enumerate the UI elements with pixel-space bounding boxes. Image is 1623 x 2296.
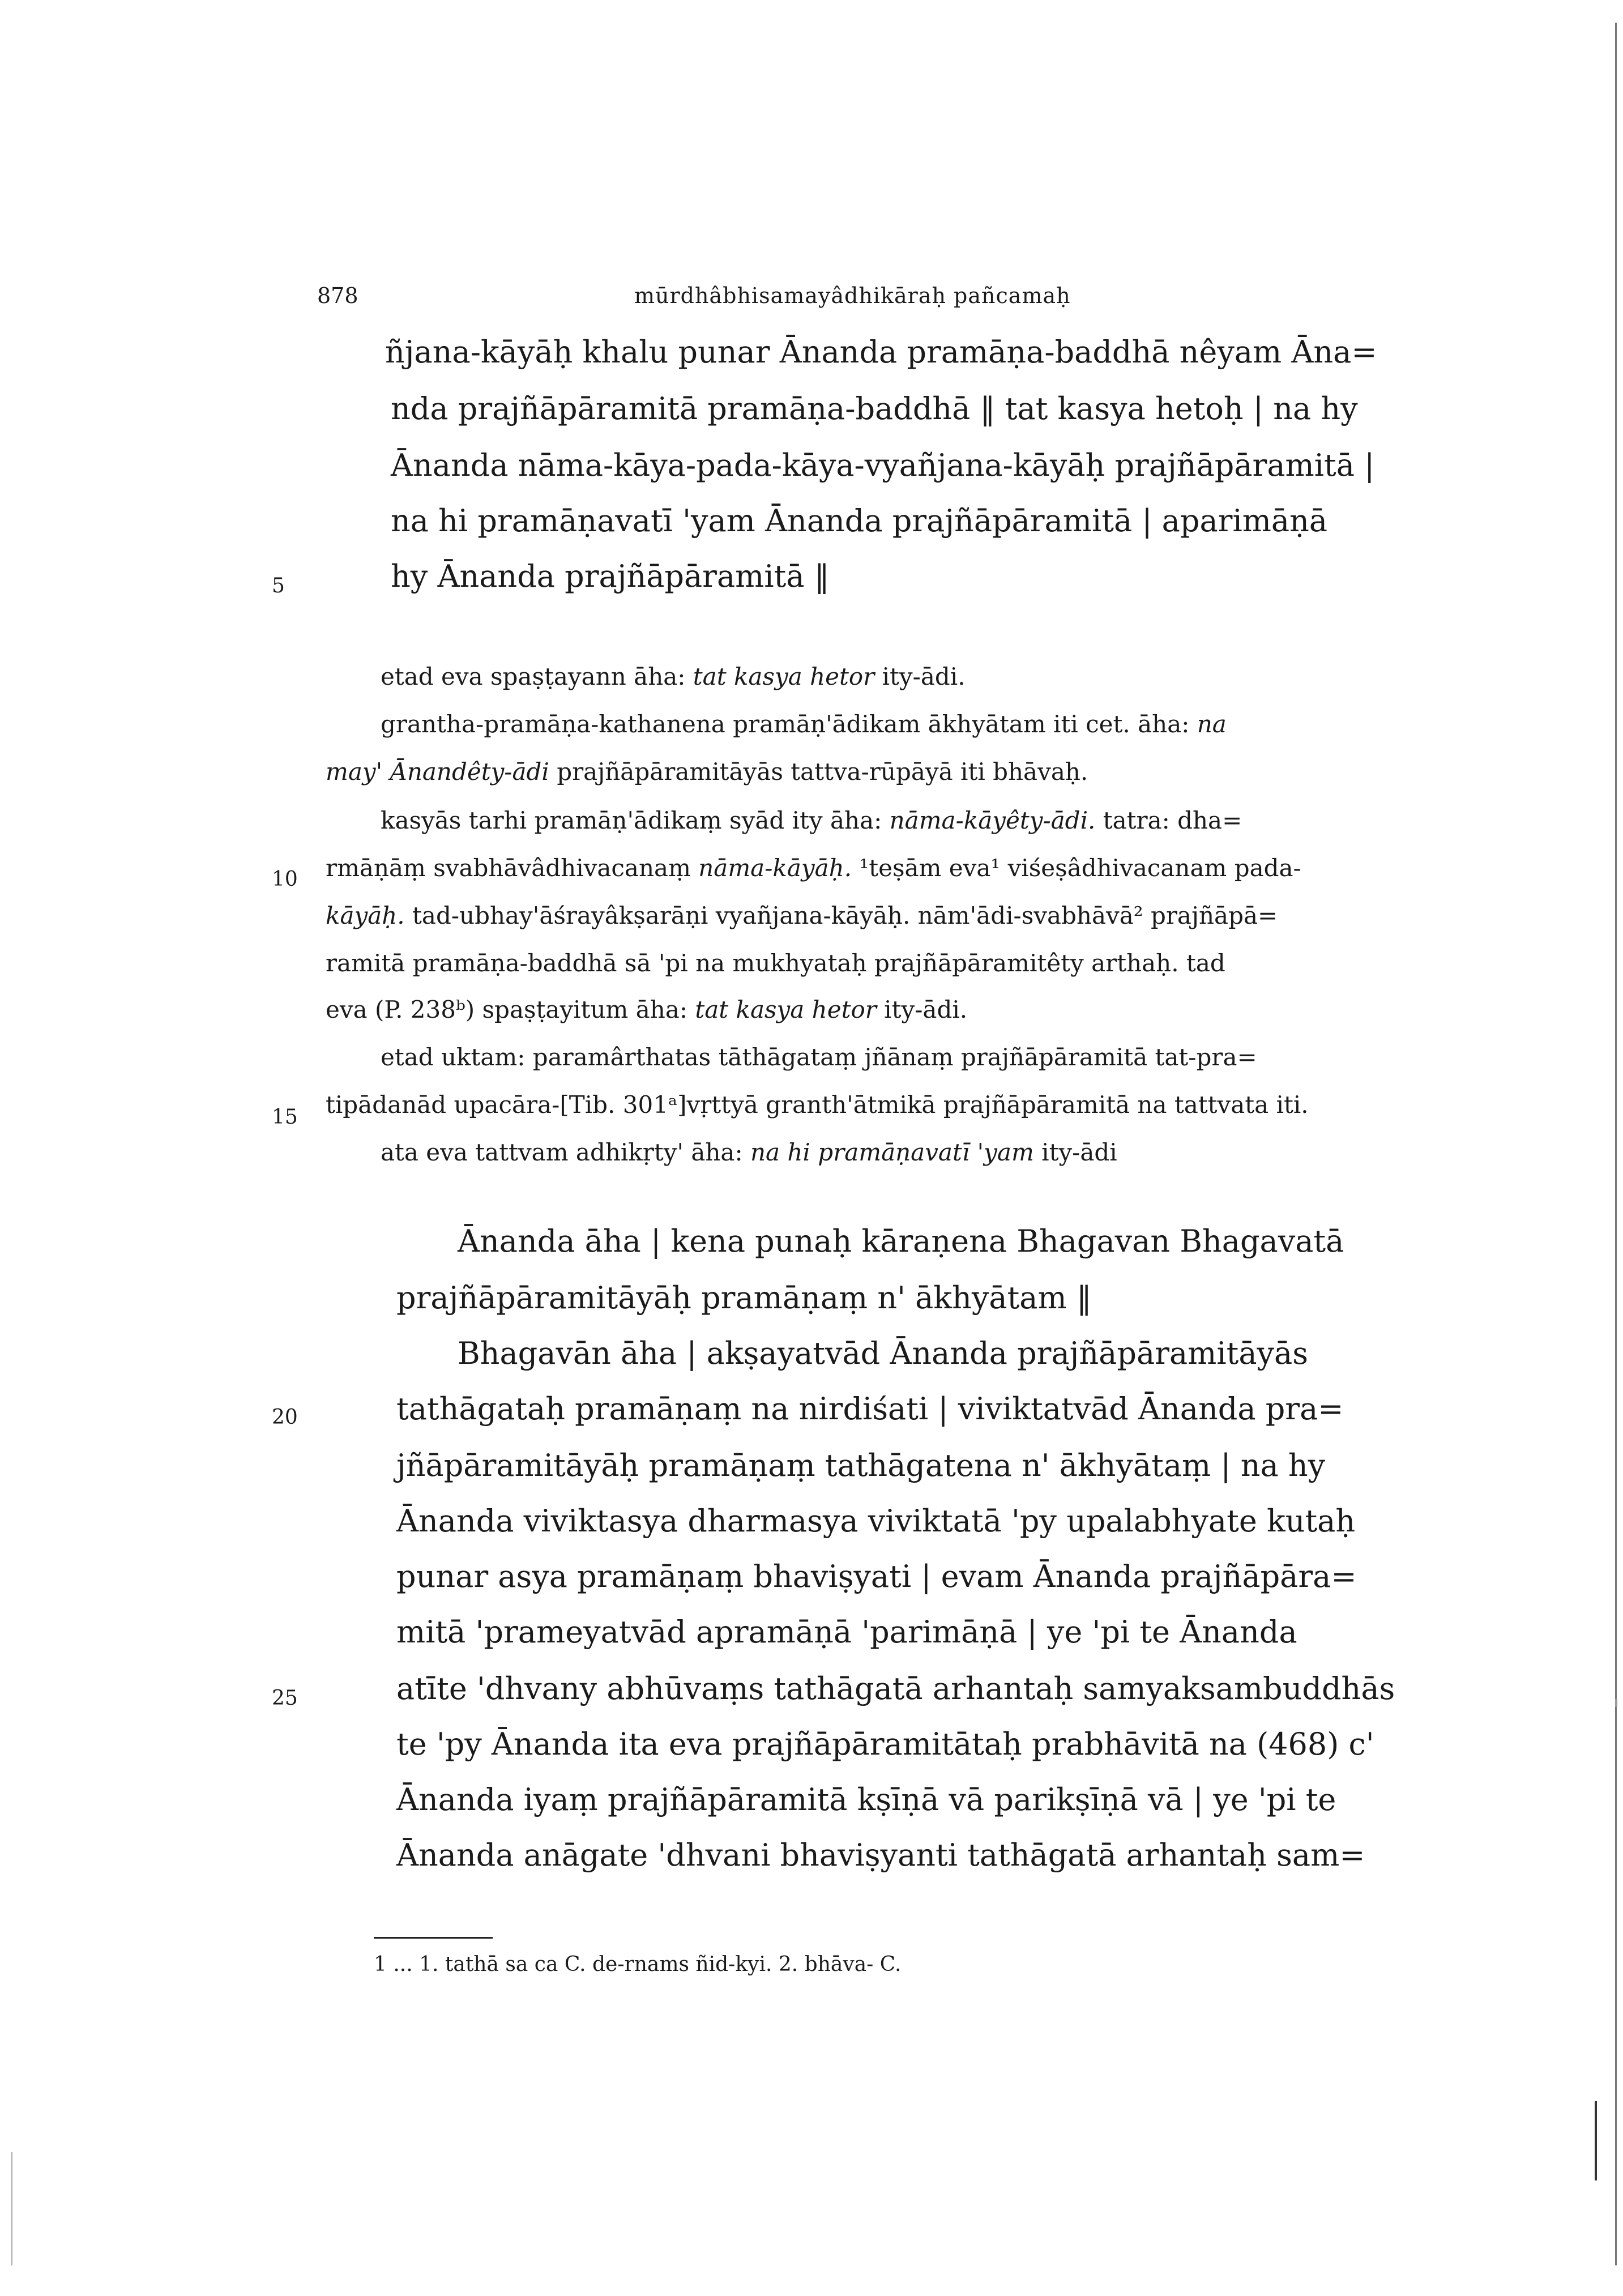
line-number: 25 xyxy=(272,1687,298,1710)
root-line: te 'py Ānanda ita eva prajñāpāramitātaḥ prabhāvitā na (468) c' xyxy=(396,1726,1374,1762)
page-header xyxy=(317,283,1410,317)
commentary-line: ata eva tattvam adhikṛty' āha: na hi pramāṇavatī 'yam ity-ādi xyxy=(381,1138,1117,1166)
root-line: tathāgataḥ pramāṇaṃ na nirdiśati | viviktatvād Ānanda pra= xyxy=(396,1391,1344,1427)
root-line: jñāpāramitāyāḥ pramāṇaṃ tathāgatena n' ākhyātaṃ | na hy xyxy=(396,1448,1326,1483)
root-line: Ānanda nāma-kāya-pada-kāya-vyañjana-kāyāḥ prajñāpāramitā | xyxy=(391,447,1375,483)
root-line: Ānanda iyaṃ prajñāpāramitā kṣīṇā vā parikṣīṇā vā | ye 'pi te xyxy=(396,1782,1336,1817)
root-line: na hi pramāṇavatī 'yam Ānanda prajñāpāramitā | aparimāṇā xyxy=(391,503,1328,539)
line-number: 15 xyxy=(272,1106,298,1129)
root-line: nda prajñāpāramitā pramāṇa-baddhā ‖ tat kasya hetoḥ | na hy xyxy=(391,391,1358,426)
commentary-line: tipādanād upacāra-[Tib. 301ᵃ]vṛttyā granth'ātmikā prajñāpāramitā na tattvata iti. xyxy=(326,1091,1309,1119)
root-line: hy Ānanda prajñāpāramitā ‖ xyxy=(391,558,830,594)
scan-mark xyxy=(1595,2101,1597,2180)
commentary-line: etad eva spaṣṭayann āha: tat kasya hetor ity-ādi. xyxy=(381,663,966,690)
root-line: Ānanda viviktasya dharmasya viviktatā 'py upalabhyate kutaḥ xyxy=(396,1503,1356,1539)
root-line: Bhagavān āha | akṣayatvād Ānanda prajñāpāramitāyās xyxy=(458,1335,1308,1371)
scan-mark xyxy=(11,2152,12,2265)
scan-speck xyxy=(1615,1699,1617,1707)
commentary-line: ramitā pramāṇa-baddhā sā 'pi na mukhyataḥ prajñāpāramitêty arthaḥ. tad xyxy=(326,949,1225,977)
commentary-line: kasyās tarhi pramāṇ'ādikaṃ syād ity āha: nāma-kāyêty-ādi. tatra: dha= xyxy=(381,806,1242,834)
footnote-rule xyxy=(374,1937,493,1939)
root-line: ñjana-kāyāḥ khalu punar Ānanda pramāṇa-baddhā nêyam Āna= xyxy=(385,334,1377,370)
line-number: 10 xyxy=(272,868,298,891)
commentary-line: may' Ānandêty-ādi prajñāpāramitāyās tattva-rūpāyā iti bhāvaḥ. xyxy=(326,758,1088,786)
scan-edge-line xyxy=(1615,23,1617,2265)
line-number: 5 xyxy=(272,574,285,598)
root-line: mitā 'prameyatvād apramāṇā 'parimāṇā | ye 'pi te Ānanda xyxy=(396,1614,1297,1650)
commentary-line: eva (P. 238ᵇ) spaṣṭayitum āha: tat kasya hetor ity-ādi. xyxy=(326,996,968,1023)
page-number: 878 xyxy=(317,283,358,308)
root-line: prajñāpāramitāyāḥ pramāṇaṃ n' ākhyātam ‖ xyxy=(396,1280,1092,1316)
root-line: Ānanda āha | kena punaḥ kāraṇena Bhagavan Bhagavatā xyxy=(458,1223,1344,1259)
commentary-line: etad uktam: paramârthatas tāthāgataṃ jñānaṃ prajñāpāramitā tat-pra= xyxy=(381,1043,1257,1071)
running-title: mūrdhâbhisamayâdhikāraḥ pañcamaḥ xyxy=(634,283,1071,308)
commentary-line: grantha-pramāṇa-kathanena pramāṇ'ādikam ākhyātam iti cet. āha: na xyxy=(381,710,1227,738)
footnote: 1 ... 1. tathā sa ca C. de-rnams ñid-kyi. 2. bhāva- C. xyxy=(374,1953,902,1976)
commentary-line: rmāṇāṃ svabhāvâdhivacanaṃ nāma-kāyāḥ. ¹teṣām eva¹ viśeṣâdhivacanam pada- xyxy=(326,854,1301,882)
root-line: Ānanda anāgate 'dhvani bhaviṣyanti tathāgatā arhantaḥ sam= xyxy=(396,1837,1365,1873)
commentary-line: kāyāḥ. tad-ubhay'āśrayâkṣarāṇi vyañjana-kāyāḥ. nām'ādi-svabhāvā² prajñāpā= xyxy=(326,902,1278,929)
root-line: atīte 'dhvany abhūvaṃs tathāgatā arhantaḥ samyaksambuddhās xyxy=(396,1671,1395,1706)
line-number: 20 xyxy=(272,1406,298,1429)
root-line: punar asya pramāṇaṃ bhaviṣyati | evam Ānanda prajñāpāra= xyxy=(396,1559,1357,1594)
